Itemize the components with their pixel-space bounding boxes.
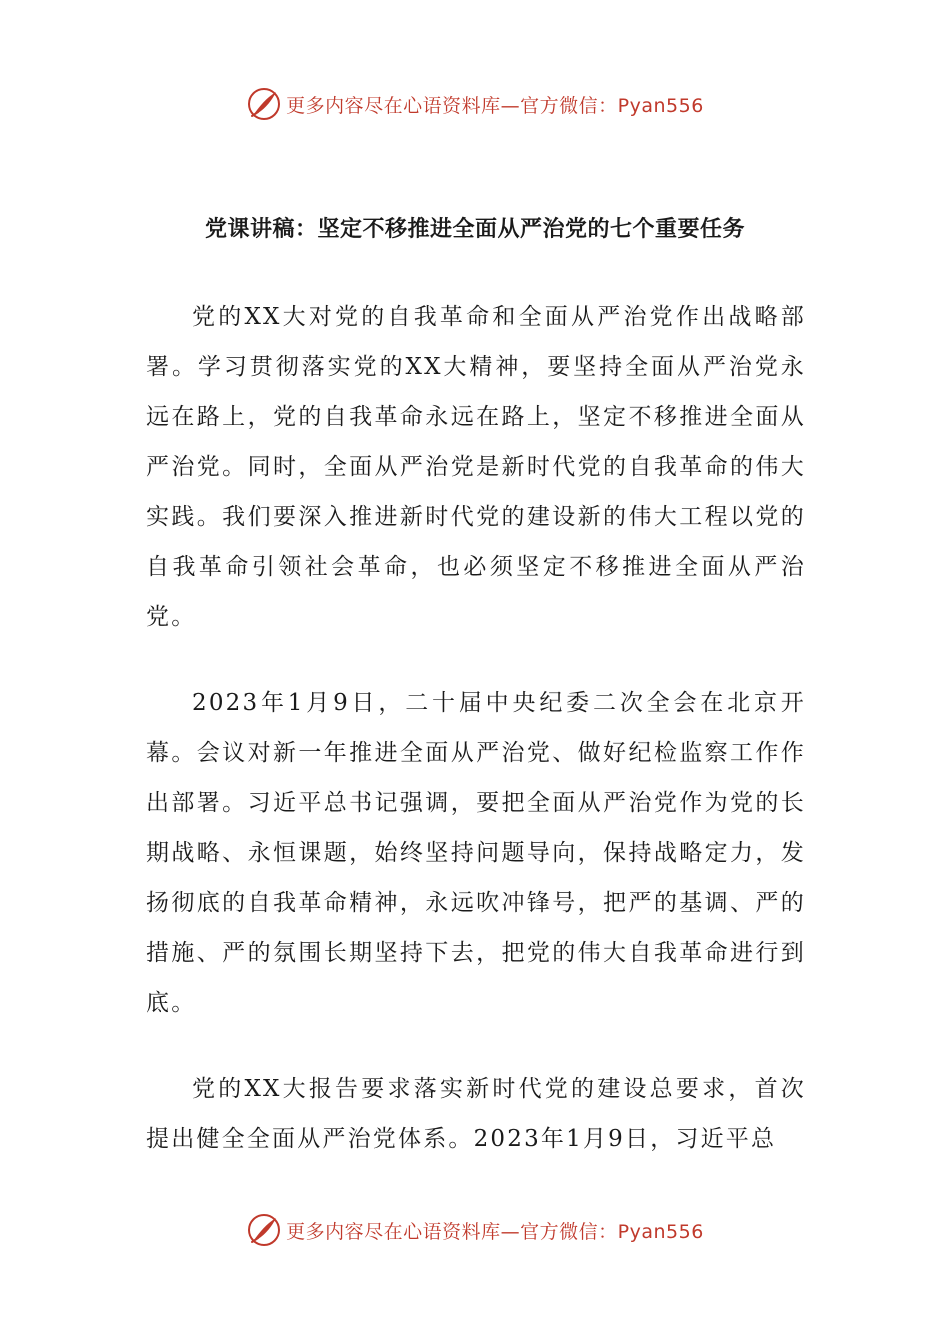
header-banner [0,84,950,124]
footer-banner [0,1210,950,1250]
header-banner-text: 更多内容尽在心语资料库—官方微信：Pyan556 [286,94,704,117]
quill-pen-logo-icon [246,86,282,122]
document-title: 党课讲稿：坚定不移推进全面从严治党的七个重要任务 [204,217,745,242]
paragraph-3: 党的XX大报告要求落实新时代党的建设总要求，首次提出健全全面从严治党体系。2023年1月9日，习近平总 [146,1076,806,1152]
paragraph-2: 2023年1月9日，二十届中央纪委二次全会在北京开幕。会议对新一年推进全面从严治党、做好纪检监察工作作出部署。习近平总书记强调，要把全面从严治党作为党的长期战略、永恒课题，始终坚持问题导向，保持战略定力，发扬彻底的自我革命精神，永远吹冲锋号，把严的基调、严的措施、严的氛围长期坚持下去，把党的伟大自我革命进行到底。 [146,690,806,1016]
paragraph-1: 党的XX大对党的自我革命和全面从严治党作出战略部署。学习贯彻落实党的XX大精神，要坚持全面从严治党永远在路上，党的自我革命永远在路上，坚定不移推进全面从严治党。同时，全面从严治党是新时代党的自我革命的伟大实践。我们要深入推进新时代党的建设新的伟大工程以党的自我革命引领社会革命，也必须坚定不移推进全面从严治党。 [146,304,806,630]
quill-pen-logo-icon [246,1212,282,1248]
footer-banner-text: 更多内容尽在心语资料库—官方微信：Pyan556 [286,1220,704,1243]
document-body [146,292,806,1200]
